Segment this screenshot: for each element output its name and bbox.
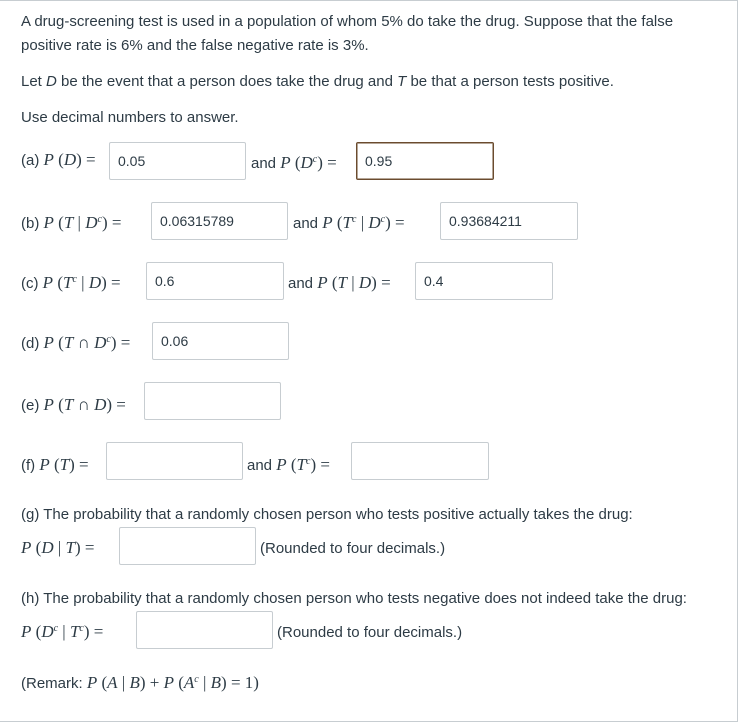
intro-line-4: Use decimal numbers to answer. bbox=[21, 109, 239, 126]
answer-e-input[interactable] bbox=[144, 382, 281, 420]
answer-b-1-input[interactable] bbox=[151, 202, 288, 240]
part-e-label: (e) P (T ∩ D) = bbox=[21, 395, 126, 414]
answer-d-input[interactable] bbox=[152, 322, 289, 360]
part-g-note: (Rounded to four decimals.) bbox=[260, 540, 446, 557]
part-h-expression: P ($D^c$ | $T^c$) = bbox=[21, 622, 104, 641]
part-f-label: (f) P (T) = bbox=[21, 455, 89, 474]
intro-line-3: Let D be the event that a person does take the drug and T be that a person tests positive. bbox=[21, 73, 614, 90]
part-d-label: (d) P (T ∩ $D^c$) = bbox=[21, 333, 131, 352]
answer-h-input[interactable] bbox=[136, 611, 273, 649]
part-f-and: and P $(T^c)$ = bbox=[247, 455, 330, 474]
answer-g-input[interactable] bbox=[119, 527, 256, 565]
part-b-label: (b) P (T | $D^c$) = bbox=[21, 213, 122, 232]
part-h-note: (Rounded to four decimals.) bbox=[277, 624, 463, 641]
part-a-and: and P $(D^c)$ = bbox=[251, 153, 337, 172]
answer-b-2-input[interactable] bbox=[440, 202, 578, 240]
part-g-expression: P (D | T) = bbox=[21, 538, 95, 557]
answer-a-2-input[interactable] bbox=[356, 142, 494, 180]
part-a-label: (a) P (D) = bbox=[21, 150, 96, 169]
intro-line-2: positive rate is 6% and the false negative rate is 3%. bbox=[21, 37, 369, 54]
part-g-label: (g) The probability that a randomly chosen person who tests positive actually takes the drug: bbox=[21, 506, 633, 523]
intro-line-1: A drug-screening test is used in a population of whom 5% do take the drug. Suppose that the false bbox=[21, 13, 674, 30]
part-c-and: and P (T | D) = bbox=[288, 273, 391, 292]
answer-a-1-input[interactable] bbox=[109, 142, 246, 180]
part-h-label: (h) The probability that a randomly chosen person who tests negative does not indeed take the drug: bbox=[21, 590, 687, 607]
answer-c-1-input[interactable] bbox=[146, 262, 284, 300]
part-c-label: (c) P ($T^c$ | D) = bbox=[21, 273, 121, 292]
part-b-and: and P ($T^c$ | $D^c$) = bbox=[293, 213, 405, 232]
answer-f-1-input[interactable] bbox=[106, 442, 243, 480]
remark: (Remark: P (A | B) + P ($A^c$ | B) = 1) bbox=[21, 673, 259, 692]
answer-f-2-input[interactable] bbox=[351, 442, 489, 480]
answer-c-2-input[interactable] bbox=[415, 262, 553, 300]
